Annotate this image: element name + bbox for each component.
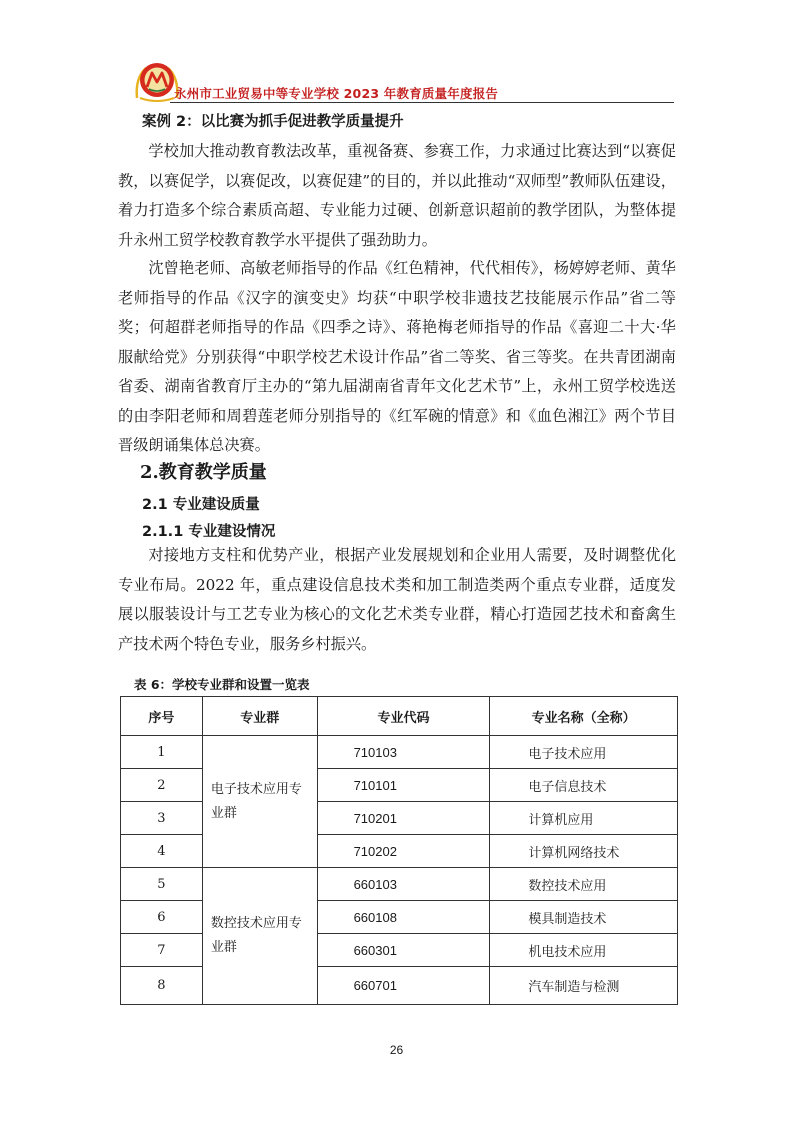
row-no: 8 <box>121 967 203 1005</box>
header-divider <box>170 102 674 103</box>
page-number: 26 <box>389 1043 404 1057</box>
row-no: 6 <box>121 901 203 934</box>
row-code: 710103 <box>317 736 490 769</box>
row-code: 660103 <box>317 868 490 901</box>
row-no: 7 <box>121 934 203 967</box>
section-heading: 2.教育教学质量 <box>140 462 267 483</box>
paragraph-3: 对接地方支柱和优势产业，根据产业发展规划和企业用人需要，及时调整优化专业布局。2022 年，重点建设信息技术类和加工制造类两个重点专业群，适度发展以服装设计与工艺专业为核心的文化艺术类专业群，精心打造园艺技术和畜禽生产技术两个特色专业，服务乡村振兴。 <box>118 546 676 653</box>
row-code: 660701 <box>317 967 490 1005</box>
table-header-row <box>121 697 678 736</box>
group-cell: 电子技术应用专业群 <box>202 736 317 868</box>
row-name: 电子技术应用 <box>490 736 678 769</box>
row-name: 汽车制造与检测 <box>490 967 678 1005</box>
table-row <box>121 868 678 901</box>
row-name: 电子信息技术 <box>490 769 678 802</box>
row-no: 3 <box>121 802 203 835</box>
majors-table <box>120 696 678 1005</box>
header-code: 专业代码 <box>317 697 490 736</box>
header-group: 专业群 <box>202 697 317 736</box>
row-code: 660301 <box>317 934 490 967</box>
page-header <box>118 58 674 106</box>
row-name: 计算机应用 <box>490 802 678 835</box>
row-no: 2 <box>121 769 203 802</box>
group-cell: 数控技术应用专业群 <box>202 868 317 1005</box>
header-no: 序号 <box>121 697 203 736</box>
row-code: 710101 <box>317 769 490 802</box>
table-row <box>121 736 678 769</box>
table-caption: 表 6：学校专业群和设置一览表 <box>134 677 310 692</box>
row-code: 710201 <box>317 802 490 835</box>
row-name: 模具制造技术 <box>490 901 678 934</box>
row-name: 计算机网络技术 <box>490 835 678 868</box>
row-code: 710202 <box>317 835 490 868</box>
row-code: 660108 <box>317 901 490 934</box>
row-name: 机电技术应用 <box>490 934 678 967</box>
paragraph-1: 学校加大推动教育教法改革，重视备赛、参赛工作，力求通过比赛达到“以赛促教，以赛促学，以赛促改，以赛促建”的目的，并以此推动“双师型”教师队伍建设，着力打造多个综合素质高超、专业能力过硬、创新意识超前的教学团队，为整体提升永州工贸学校教育教学水平提供了强劲助力。 <box>118 142 676 249</box>
paragraph-2: 沈曾艳老师、高敏老师指导的作品《红色精神，代代相传》，杨婷婷老师、黄华老师指导的作品《汉字的演变史》均获“中职学校非遗技艺技能展示作品”省二等奖；何超群老师指导的作品《四季之诗》、蒋艳梅老师指导的作品《喜迎二十大·华服献给党》分别获得“中职学校艺术设计作品”省二等奖、省三等奖。在共青团湖南省委、湖南省教育厅主办的“第九届湖南省青年文化艺术节”上，永州工贸学校选送的由李阳老师和周碧莲老师分别指导的《红军碗的情意》和《血色湘江》两个节目晋级朗诵集体总决赛。 <box>118 259 676 454</box>
header-title: 永州市工业贸易中等专业学校 2023 年教育质量年度报告 <box>174 86 499 101</box>
header-name: 专业名称（全称） <box>490 697 678 736</box>
subsubsection-heading: 2.1.1 专业建设情况 <box>142 524 276 540</box>
case-heading: 案例 2：以比赛为抓手促进教学质量提升 <box>142 114 404 130</box>
subsection-heading: 2.1 专业建设质量 <box>142 497 260 513</box>
row-no: 1 <box>121 736 203 769</box>
row-name: 数控技术应用 <box>490 868 678 901</box>
row-no: 5 <box>121 868 203 901</box>
row-no: 4 <box>121 835 203 868</box>
